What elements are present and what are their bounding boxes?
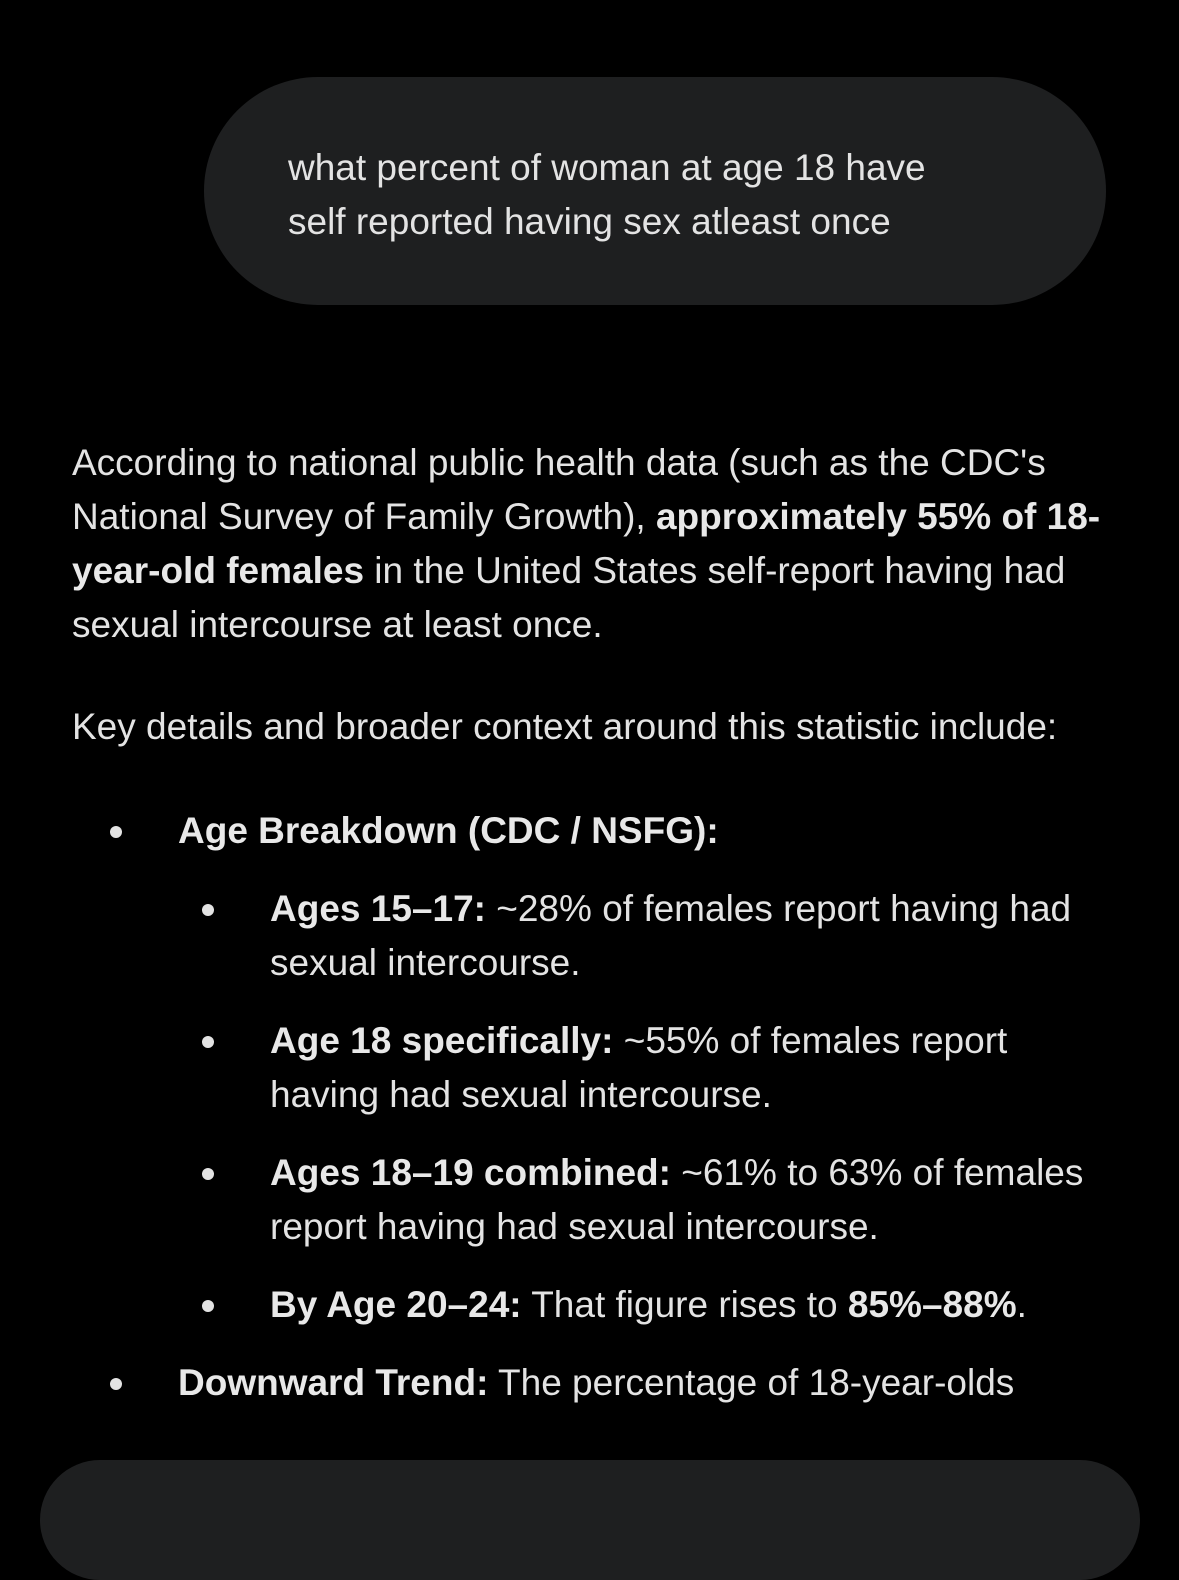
bullet-dot <box>202 1036 214 1048</box>
list-item-age-breakdown <box>72 804 1122 1332</box>
sub-list-item: Ages 15–17: ~28% of females report having had sexual intercourse. <box>178 882 1122 990</box>
assistant-response <box>72 436 1122 1410</box>
list-item-title: Age Breakdown (CDC / NSFG): <box>178 810 719 851</box>
user-message-bubble <box>204 77 1106 305</box>
sub-list-item: Age 18 specifically: ~55% of females report having had sexual intercourse. <box>178 1014 1122 1122</box>
sub-list-item: By Age 20–24: That figure rises to 85%–88%. <box>178 1278 1122 1332</box>
bullet-dot <box>202 904 214 916</box>
response-lead: Key details and broader context around this statistic include: <box>72 706 1058 747</box>
prompt-input-bar[interactable] <box>40 1460 1140 1580</box>
bullet-dot <box>202 1168 214 1180</box>
bullet-dot <box>202 1300 214 1312</box>
list-item-title: Downward Trend: <box>178 1362 489 1403</box>
sub-bullet-list <box>178 882 1122 1332</box>
bullet-dot <box>110 826 122 838</box>
sub-list-item: Ages 18–19 combined: ~61% to 63% of females report having had sexual intercourse. <box>178 1146 1122 1254</box>
bullet-dot <box>110 1378 122 1390</box>
highlight-stat: approximately 55% of 18-year-old females <box>72 496 1101 591</box>
list-item-downward-trend: Downward Trend: The percentage of 18-year-olds <box>72 1356 1122 1410</box>
user-message-text: what percent of woman at age 18 have self reported having sex atleast once <box>288 147 926 242</box>
bullet-list <box>72 804 1122 1410</box>
response-intro: According to national public health data (such as the CDC's National Survey of Family Growth), approximately 55% of 18-year-old females in the United States self-report having had sexual intercourse at least once. <box>72 442 1101 645</box>
